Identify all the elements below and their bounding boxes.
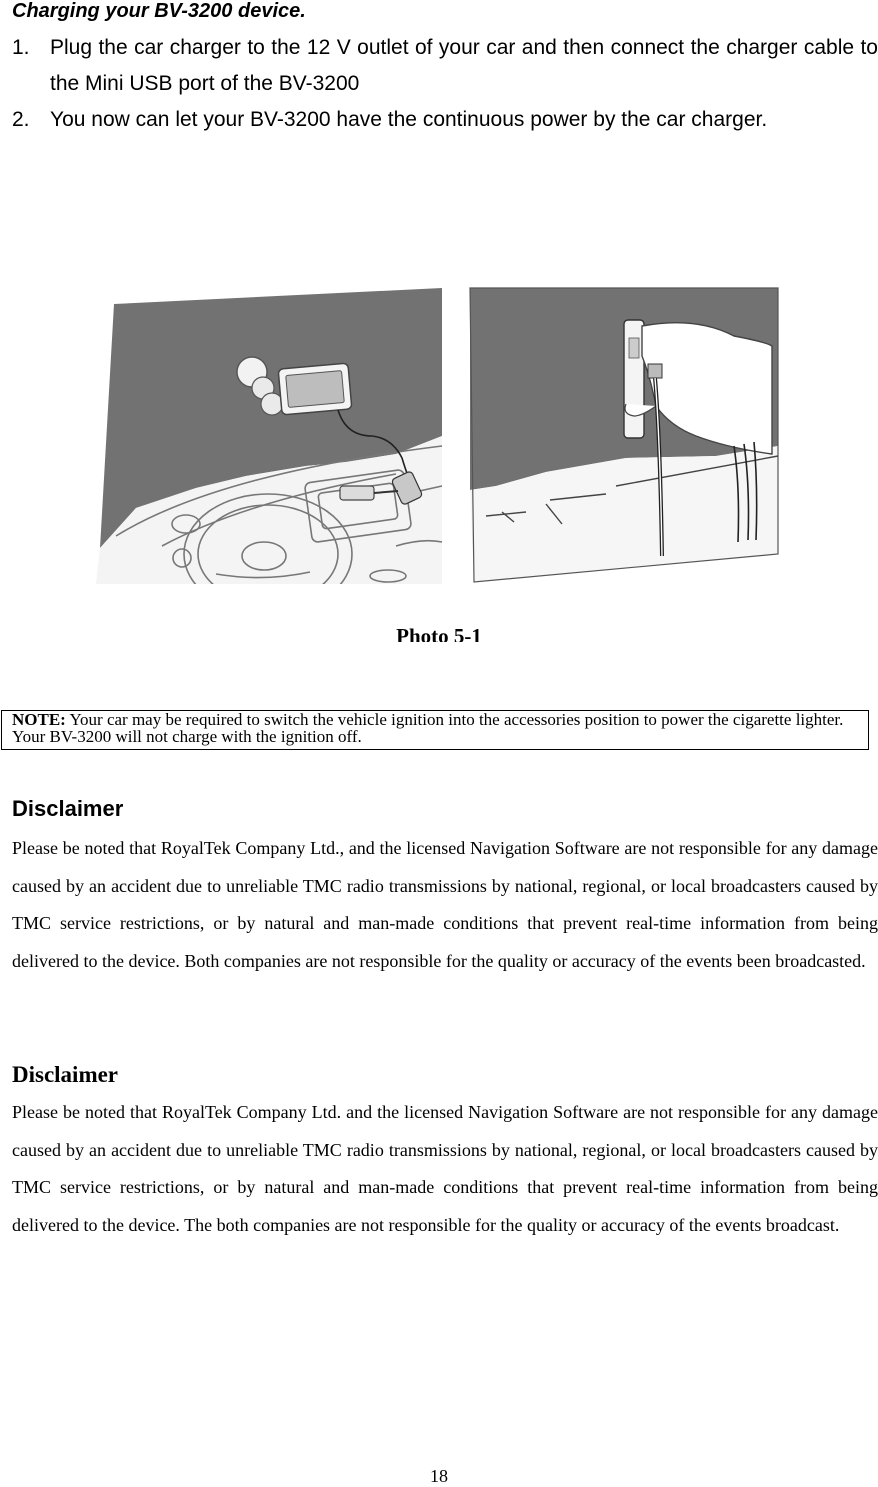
disclaimer-heading-1: Disclaimer [12, 796, 124, 821]
device-charging-cable-illustration [466, 286, 780, 584]
note-label: NOTE: [12, 710, 66, 729]
step-1-number: 1. [12, 36, 30, 59]
step-1 [12, 30, 878, 102]
step-2 [12, 102, 878, 138]
charging-steps-list [12, 30, 878, 138]
step-2-number: 2. [12, 108, 30, 131]
step-2-text: You now can let your BV-3200 have the continuous power by the car charger. [50, 108, 768, 131]
step-1-text: Plug the car charger to the 12 V outlet of your car and then connect the charger cable to the Mini USB port of the BV-3200 [50, 36, 878, 95]
section-heading-charging: Charging your BV-3200 device. [12, 0, 306, 22]
figure-caption: Photo 5-1 [396, 624, 482, 642]
note-box [1, 710, 869, 750]
disclaimer-heading-2: Disclaimer [12, 1062, 119, 1087]
page-number: 18 [430, 1466, 448, 1486]
note-text: Your car may be required to switch the vehicle ignition into the accessories position to power the cigarette lighter. Your BV-3200 will not charge with the ignition off. [12, 710, 844, 746]
disclaimer-paragraph-1: Please be noted that RoyalTek Company Ltd., and the licensed Navigation Software are not responsible for any damage caused by an accident due to unreliable TMC radio transmissions by national, regional, or local broadcasters caused by TMC service restrictions, or by natural and man-made conditions that prevent real-time information from being delivered to the device. Both companies are not responsible for the quality or accuracy of the events been broadcasted. [12, 838, 878, 971]
car-dashboard-illustration [96, 286, 444, 584]
disclaimer-paragraph-2: Please be noted that RoyalTek Company Ltd. and the licensed Navigation Software are not responsible for any damage caused by an accident due to unreliable TMC radio transmissions by national, regional, or local broadcasters caused by TMC service restrictions, or by natural and man-made conditions that prevent real-time information from being delivered to the device. The both companies are not responsible for the quality or accuracy of the events broadcast. [12, 1102, 878, 1235]
